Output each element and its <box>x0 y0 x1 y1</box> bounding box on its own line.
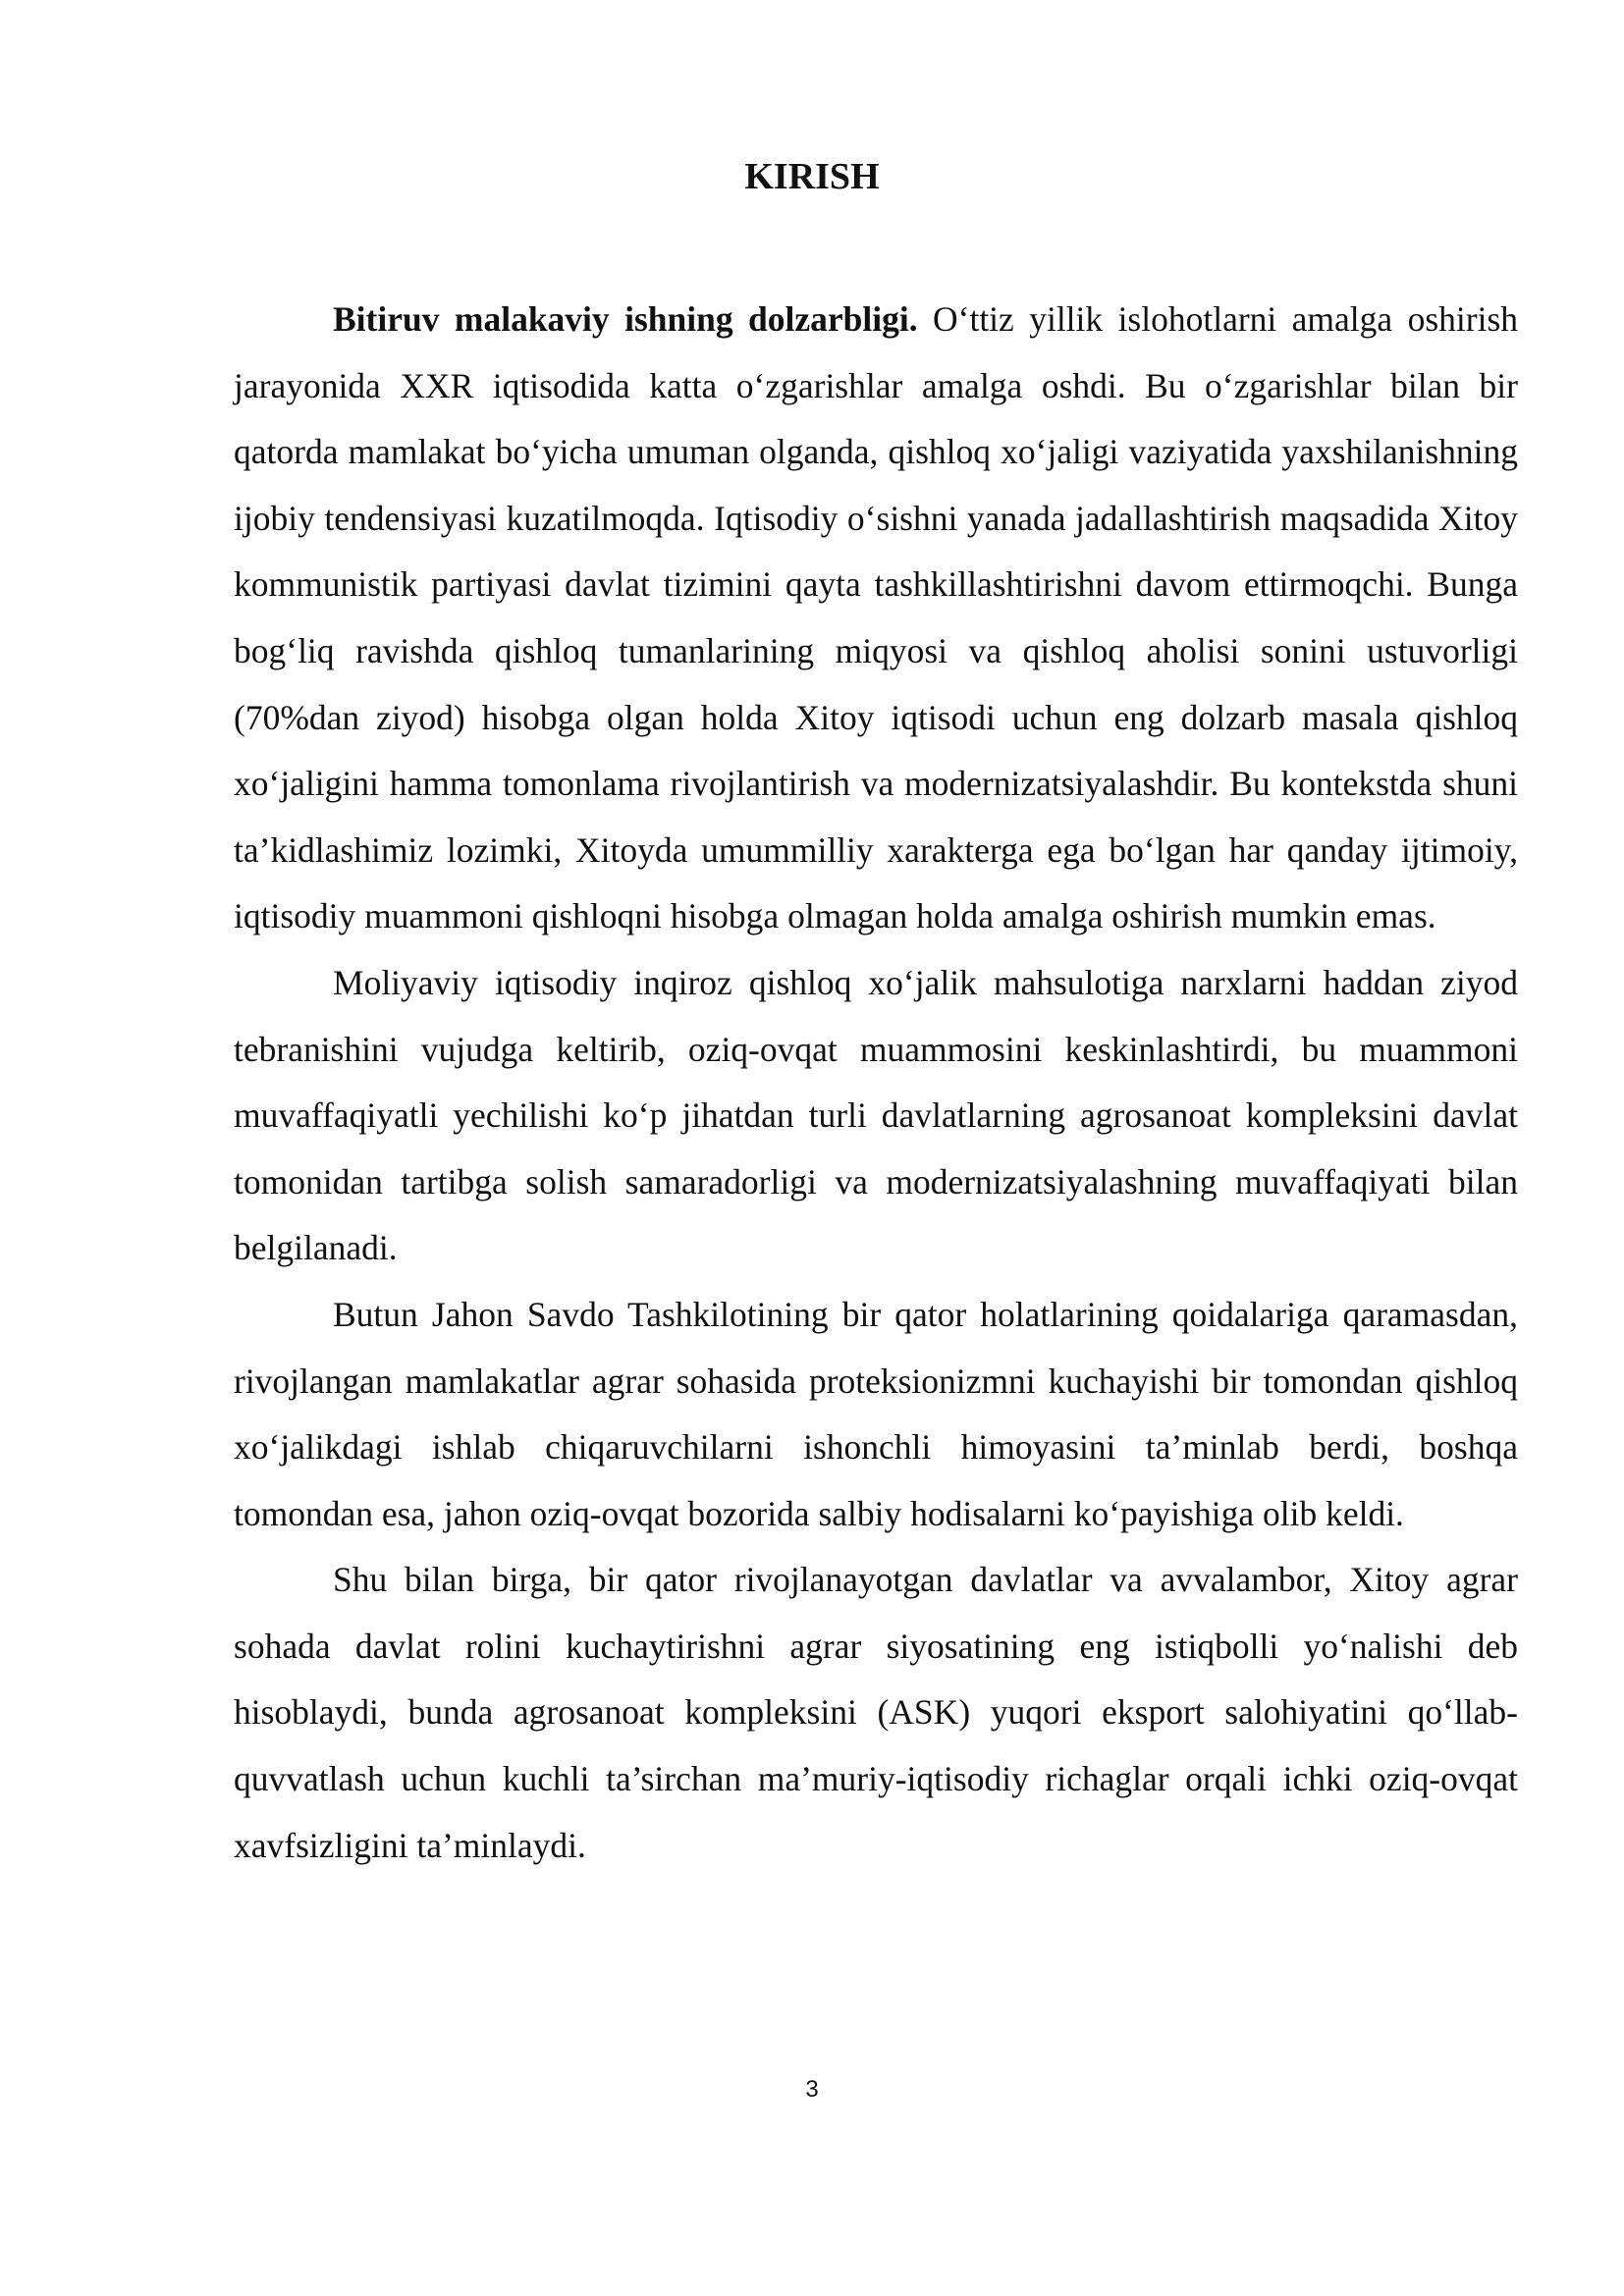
paragraph: Butun Jahon Savdo Tashkilotining bir qator holatlarining qoidalariga qaramasdan, rivojlangan mamlakatlar agrar sohasida proteksionizmni kuchayishi bir tomondan qishloq xo‘jalikdagi ishlab chiqaruvchilarni ishonchli himoyasini ta’minlab berdi, boshqa tomondan esa, jahon oziq-ovqat bozorida salbiy hodisalarni ko‘payishiga olib keldi. <box>234 1294 1518 1533</box>
document-body <box>234 287 1518 1879</box>
page-title: KIRISH <box>744 156 880 197</box>
paragraph <box>234 287 1518 950</box>
page-number: 3 <box>805 2076 819 2103</box>
paragraph: Moliyaviy iqtisodiy inqiroz qishloq xo‘jalik mahsulotiga narxlarni haddan ziyod tebranishini vujudga keltirib, oziq-ovqat muammosini keskinlashtirdi, bu muammoni muvaffaqiyatli yechilishi ko‘p jihatdan turli davlatlarning agrosanoat kompleksini davlat tomonidan tartibga solish samaradorligi va modernizatsiyalashning muvaffaqiyati bilan belgilanadi. <box>234 962 1518 1268</box>
paragraph: Shu bilan birga, bir qator rivojlanayotgan davlatlar va avvalambor, Xitoy agrar sohada davlat rolini kuchaytirishni agrar siyosatining eng istiqbolli yo‘nalishi deb hisoblaydi, bunda agrosanoat kompleksini (ASK) yuqori eksport salohiyatini qo‘llab-quvvatlash uchun kuchli ta’sirchan ma’muriy-iqtisodiy richaglar orqali ichki oziq-ovqat xavfsizligini ta’minlaydi. <box>234 1560 1518 1865</box>
paragraph-lead: Bitiruv malakaviy ishning dolzarbligi. <box>333 299 918 339</box>
paragraph-text: O‘ttiz yillik islohotlarni amalga oshirish jarayonida XXR iqtisodida katta o‘zgarishlar amalga oshdi. Bu o‘zgarishlar bilan bir qatorda mamlakat bo‘yicha umuman olganda, qishloq xo‘jaligi vaziyatida yaxshilanishning ijobiy tendensiyasi kuzatilmoqda. Iqtisodiy o‘sishni yanada jadallashtirish maqsadida Xitoy kommunistik partiyasi davlat tizimini qayta tashkillashtirishni davom ettirmoqchi. Bunga bog‘liq ravishda qishloq tumanlarining miqyosi va qishloq aholisi sonini ustuvorligi (70%dan ziyod) hisobga olgan holda Xitoy iqtisodi uchun eng dolzarb masala qishloq xo‘jaligini hamma tomonlama rivojlantirish va modernizatsiyalashdir. Bu kontekstda shuni ta’kidlashimiz lozimki, Xitoyda umummilliy xarakterga ega bo‘lgan har qanday ijtimoiy, iqtisodiy muammoni qishloqni hisobga olmagan holda amalga oshirish mumkin emas. <box>234 299 1519 936</box>
